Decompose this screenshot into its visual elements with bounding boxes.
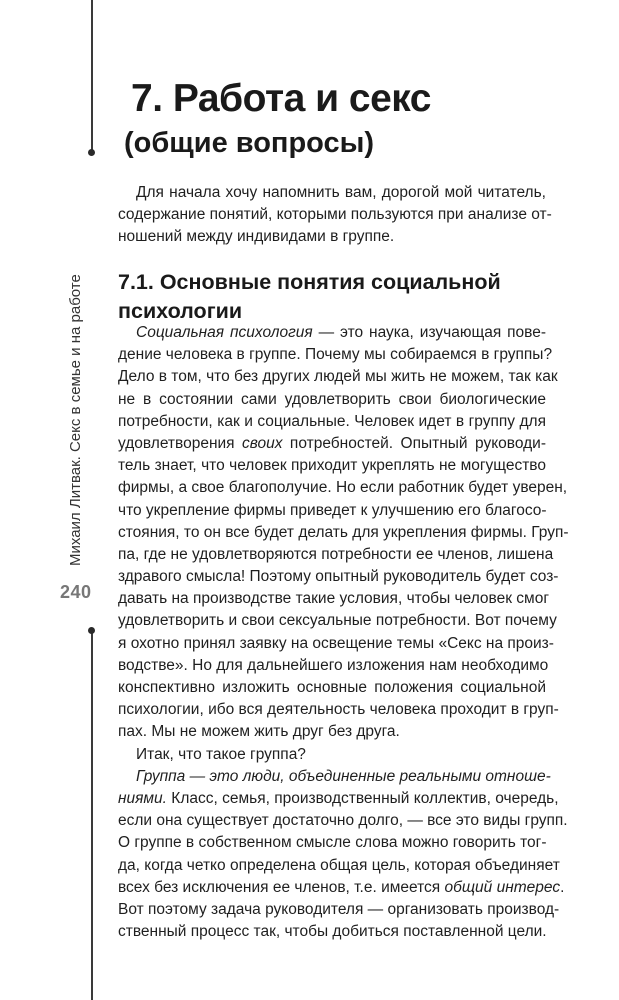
body-line xyxy=(118,788,559,810)
body-line: па, где не удовлетворяются потребности ее членов, лишена xyxy=(118,545,554,563)
margin-rule-bottom xyxy=(91,632,93,1000)
chapter-subtitle: (общие вопросы) xyxy=(124,127,375,159)
definition-group-end: ниями. xyxy=(118,789,167,807)
body-line-text: потребностей. Опытный руководи- xyxy=(282,434,546,452)
body-line-text: удовлетворения xyxy=(118,434,242,452)
definition-group: Группа — это люди, объединенные реальными отноше- xyxy=(136,767,551,785)
intro-paragraph xyxy=(118,182,552,249)
body-line-text: . xyxy=(560,878,565,896)
body-line: давать на производстве такие условия, чтобы человек смог xyxy=(118,590,549,608)
body-line: здравого смысла! Поэтому опытный руководитель будет соз- xyxy=(118,568,559,586)
body-line: потребности, как и социальные. Человек идет в группу для xyxy=(118,412,546,430)
page-number: 240 xyxy=(60,582,92,602)
section-title: 7.1. Основные понятия социальной психологии xyxy=(118,270,501,323)
emphasis-word: своих xyxy=(242,434,283,452)
body-text xyxy=(118,322,569,943)
body-line: стояния, то он все будет делать для укрепления фирмы. Груп- xyxy=(118,523,569,541)
body-line: да, когда четко определена общая цель, которая объединяет xyxy=(118,856,560,874)
intro-line: ношений между индивидами в группе. xyxy=(118,228,395,246)
body-line: водстве». Но для дальнейшего изложения нам необходимо xyxy=(118,656,549,674)
body-line: ственный процесс так, чтобы добиться поставленной цели. xyxy=(118,923,547,941)
body-line: дение человека в группе. Почему мы собираемся в группы? xyxy=(118,346,553,364)
body-line: если она существует достаточно долго, — все это виды групп. xyxy=(118,812,568,830)
body-line: удовлетворить и свои сексуальные потребности. Вот почему xyxy=(118,612,557,630)
body-line: психологии, ибо вся деятельность человека проходит в груп- xyxy=(118,701,559,719)
body-line xyxy=(118,766,551,788)
intro-line: содержание понятий, которыми пользуются при анализе от- xyxy=(118,206,552,224)
body-line: Итак, что такое группа? xyxy=(136,745,306,763)
body-line: тель знает, что человек приходит укреплять не могущество xyxy=(118,457,546,475)
margin-rule-top xyxy=(91,0,93,152)
margin-dot-top xyxy=(88,149,95,156)
body-line: Дело в том, что без других людей мы жить не можем, так как xyxy=(118,368,558,386)
term-social-psychology: Социальная психология xyxy=(136,324,313,341)
body-line xyxy=(118,322,546,344)
body-line: что укрепление фирмы приведет к улучшению его благосо- xyxy=(118,501,547,519)
body-line: я охотно принял заявку на освещение темы «Секс на произ- xyxy=(118,634,554,652)
body-line: Вот поэтому задача руководителя — организовать производ- xyxy=(118,900,560,918)
body-line: пах. Мы не можем жить друг без друга. xyxy=(118,723,400,741)
running-head: Михаил Литвак. Секс в семье и на работе xyxy=(67,274,84,566)
body-line: конспективно изложить основные положения социальной xyxy=(118,679,546,696)
body-line xyxy=(118,433,546,455)
body-line: фирмы, а свое благополучие. Но если работник будет уверен, xyxy=(118,479,568,497)
margin-dot-bottom xyxy=(88,627,95,634)
body-line-text: Класс, семья, производственный коллектив, очередь, xyxy=(166,789,559,807)
chapter-title: 7. Работа и секс xyxy=(131,77,432,120)
body-line-text: — это наука, изучающая пове- xyxy=(312,324,546,341)
body-line-text: всех без исключения ее членов, т.е. имеется xyxy=(118,878,445,896)
intro-line: Для начала хочу напомнить вам, дорогой мой читатель, xyxy=(136,184,546,201)
body-line: О группе в собственном смысле слова можно говорить тог- xyxy=(118,834,547,852)
body-line xyxy=(118,877,565,899)
emphasis-common-interest: общий интерес xyxy=(444,878,561,896)
body-line: не в состоянии сами удовлетворить свои биологические xyxy=(118,390,546,408)
